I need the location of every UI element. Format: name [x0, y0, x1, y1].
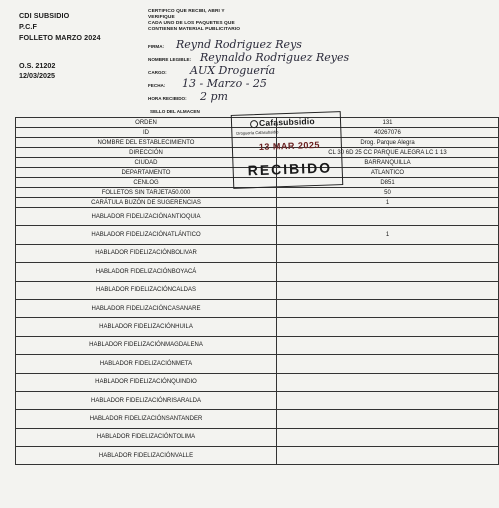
row-label: DEPARTAMENTO: [16, 168, 277, 178]
fecha-handwritten: 13 - Marzo - 25: [182, 77, 267, 90]
cargo-handwritten: AUX Droguería: [190, 64, 276, 77]
field-cargo: [148, 64, 448, 77]
row-value: BARRANQUILLA: [277, 158, 499, 168]
row-value: [277, 299, 499, 317]
row-value: [277, 391, 499, 409]
table-row: [16, 373, 499, 391]
table-row: [16, 355, 499, 373]
row-value: [277, 410, 499, 428]
table-row: [16, 447, 499, 465]
sello-label: SELLO DEL ALMACEN: [150, 109, 200, 114]
row-label: HABLADOR FIDELIZACIÓNVALLE: [16, 447, 277, 465]
row-label: CENLOG: [16, 178, 277, 188]
stamp-org: Droguería Cafasubsidio: [236, 129, 279, 136]
row-label: HABLADOR FIDELIZACIÓNMETA: [16, 355, 277, 373]
row-value: [277, 281, 499, 299]
brand-logo-icon: [250, 120, 258, 128]
cert-line: CADA UNO DE LOS PAQUETES QUE: [148, 21, 235, 26]
table-row: [16, 391, 499, 409]
row-value: CL 30 6D 25 CC PARQUE ALEGRA LC 1 13: [277, 148, 499, 158]
table-row: [16, 281, 499, 299]
row-value: [277, 373, 499, 391]
table-row: [16, 428, 499, 446]
table-row: [16, 226, 499, 244]
row-value: 1: [277, 226, 499, 244]
row-value: Drog. Parque Alegra: [277, 138, 499, 148]
row-label: HABLADOR FIDELIZACIÓNHUILA: [16, 318, 277, 336]
table-row: [16, 410, 499, 428]
field-hora: [148, 90, 448, 103]
row-label: ORDEN: [16, 118, 277, 128]
row-value: 131: [277, 118, 499, 128]
row-value: [277, 447, 499, 465]
row-label: HABLADOR FIDELIZACIÓNMAGDALENA: [16, 336, 277, 354]
cert-line: VERIFIQUE: [148, 15, 175, 20]
receipt-fields: [148, 38, 448, 103]
row-label: HABLADOR FIDELIZACIÓNQUINDIO: [16, 373, 277, 391]
row-value: [277, 244, 499, 262]
row-value: 40267076: [277, 128, 499, 138]
row-label: HABLADOR FIDELIZACIÓNANTIOQUIA: [16, 208, 277, 226]
row-label: HABLADOR FIDELIZACIÓNBOYACÁ: [16, 263, 277, 281]
row-value: [277, 428, 499, 446]
row-label: HABLADOR FIDELIZACIÓNBOLIVAR: [16, 244, 277, 262]
row-value: ATLANTICO: [277, 168, 499, 178]
field-fecha: [148, 77, 448, 90]
os-date: 12/03/2025: [19, 71, 55, 80]
order-block: [19, 61, 55, 81]
name-handwritten: Reynaldo Rodriguez Reyes: [200, 51, 350, 64]
org-name: CDI SUBSIDIO: [19, 11, 70, 20]
field-nombre: [148, 51, 448, 64]
signature-handwritten: Reynd Rodriguez Reys: [176, 38, 302, 51]
row-label: HABLADOR FIDELIZACIÓNATLÁNTICO: [16, 226, 277, 244]
row-value: [277, 318, 499, 336]
table-row: [16, 263, 499, 281]
table-row: [16, 336, 499, 354]
cert-line: CERTIFICO QUE RECIBI, ABRI Y: [148, 9, 225, 14]
table-row: [16, 299, 499, 317]
table-row: [16, 244, 499, 262]
cert-line: CONTIENEN MATERIAL PUBLICITARIO: [148, 27, 241, 32]
row-value: [277, 263, 499, 281]
stamp-date: 13 MAR 2025: [258, 139, 321, 152]
field-label: HORA RECIBIDO:: [148, 96, 187, 101]
row-value: [277, 208, 499, 226]
field-label: CARGO:: [148, 70, 167, 75]
row-value: 50: [277, 188, 499, 198]
pcf-label: P.C.F: [19, 22, 37, 31]
row-value: [277, 336, 499, 354]
row-label: HABLADOR FIDELIZACIÓNCALDAS: [16, 281, 277, 299]
row-value: 1: [277, 198, 499, 208]
table-row: [16, 188, 499, 198]
stamp-received-word: RECIBIDO: [247, 159, 333, 179]
table-row: [16, 318, 499, 336]
row-label: CARÁTULA BUZÓN DE SUGERENCIAS: [16, 198, 277, 208]
field-label: NOMBRE LEGIBLE:: [148, 57, 192, 62]
field-firma: [148, 38, 448, 51]
row-label: HABLADOR FIDELIZACIÓNSANTANDER: [16, 410, 277, 428]
table-row: [16, 198, 499, 208]
row-label: HABLADOR FIDELIZACIÓNTOLIMA: [16, 428, 277, 446]
row-label: ID: [16, 128, 277, 138]
folleto-label: FOLLETO MARZO 2024: [19, 33, 101, 42]
stamp-logo: [250, 116, 315, 128]
stamp-brand: Cafasubsidio: [258, 116, 315, 128]
header-block: [19, 10, 101, 43]
row-label: HABLADOR FIDELIZACIÓNCASANARE: [16, 299, 277, 317]
field-label: FIRMA:: [148, 44, 165, 49]
hora-handwritten: 2 pm: [200, 90, 228, 103]
row-label: FOLLETOS SIN TARJETA50.000: [16, 188, 277, 198]
row-label: HABLADOR FIDELIZACIÓNRISARALDA: [16, 391, 277, 409]
table-row: [16, 208, 499, 226]
row-label: NOMBRE DEL ESTABLECIMIENTO: [16, 138, 277, 148]
row-value: D851: [277, 178, 499, 188]
row-label: DIRECCIÓN: [16, 148, 277, 158]
received-stamp: [231, 111, 344, 189]
field-label: FECHA:: [148, 83, 166, 88]
certification-text: [148, 9, 288, 33]
row-label: CIUDAD: [16, 158, 277, 168]
row-value: [277, 355, 499, 373]
os-number: O.S. 21202: [19, 61, 56, 70]
